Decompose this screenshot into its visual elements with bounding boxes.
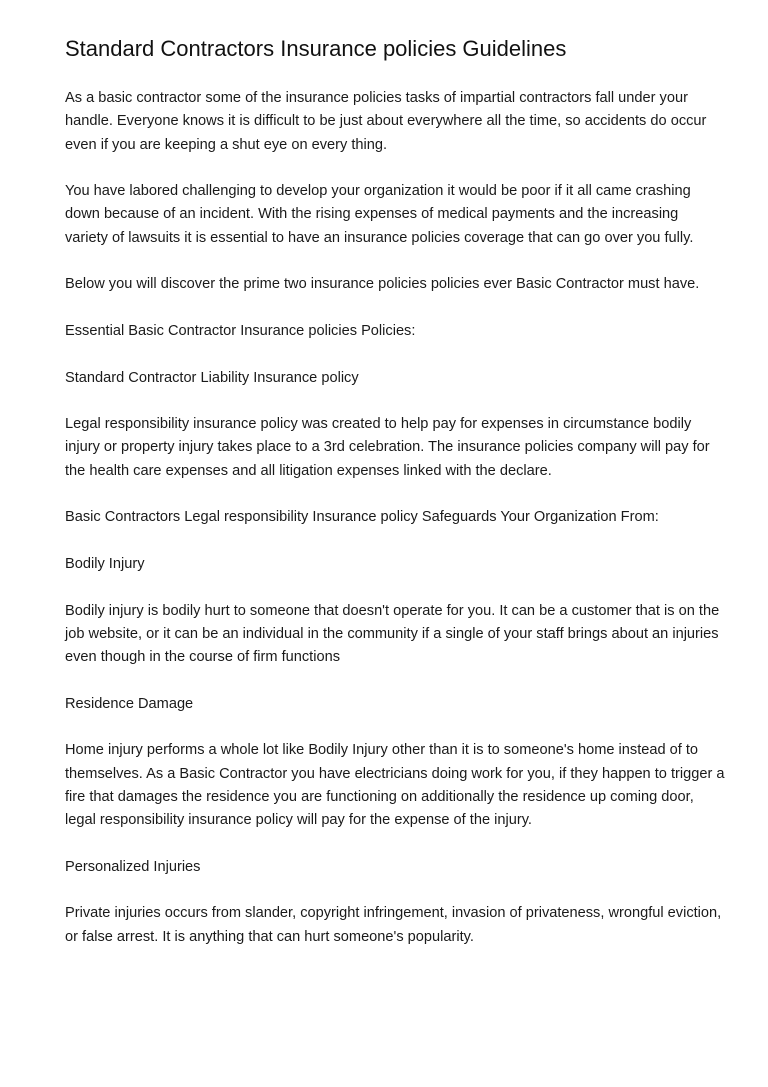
heading-liability-policy: Standard Contractor Liability Insurance policy (65, 369, 359, 386)
document-title: Standard Contractors Insurance policies Guidelines (65, 36, 567, 61)
paragraph-intro: As a basic contractor some of the insurance policies tasks of impartial contractors fall under your handle. Everyone knows it is difficult to be just about everywhere all the time, so accidents do occur even if you are keeping a shut eye on every thing. (65, 90, 707, 153)
heading-bodily-injury: Bodily Injury (65, 555, 145, 572)
paragraph-residence-damage: Home injury performs a whole lot like Bodily Injury other than it is to someone's home instead of to themselves. As a Basic Contractor you have electricians doing work for you, if they happen to trigger a fire that damages the residence you are functioning on additionally the residence up coming door, legal responsibility insurance policy will pay for the expense of the injury. (65, 742, 725, 829)
heading-essential-policies: Essential Basic Contractor Insurance policies Policies: (65, 322, 416, 339)
document-page (65, 34, 725, 972)
paragraph-development: You have labored challenging to develop your organization it would be poor if it all came crashing down because of an incident. With the rising expenses of medical payments and the increasing variety of lawsuits it is essential to have an insurance policies coverage that can go over you fully. (65, 183, 694, 246)
paragraph-liability: Legal responsibility insurance policy was created to help pay for expenses in circumstance bodily injury or property injury takes place to a 3rd celebration. The insurance policies company will pay for the health care expenses and all litigation expenses linked with the declare. (65, 416, 710, 479)
heading-personalized-injuries: Personalized Injuries (65, 858, 201, 875)
paragraph-top-two: Below you will discover the prime two insurance policies policies ever Basic Contractor must have. (65, 276, 700, 293)
heading-residence-damage: Residence Damage (65, 695, 194, 712)
paragraph-personalized-injuries: Private injuries occurs from slander, copyright infringement, invasion of privateness, wrongful eviction, or false arrest. It is anything that can hurt someone's popularity. (65, 905, 722, 945)
paragraph-bodily-injury: Bodily injury is bodily hurt to someone that doesn't operate for you. It can be a customer that is on the job website, or it can be an individual in the community if a single of your staff brings about an injuries even though in the course of firm functions (65, 602, 720, 666)
heading-safeguards: Basic Contractors Legal responsibility Insurance policy Safeguards Your Organization From: (65, 509, 659, 526)
document-body (65, 87, 725, 949)
